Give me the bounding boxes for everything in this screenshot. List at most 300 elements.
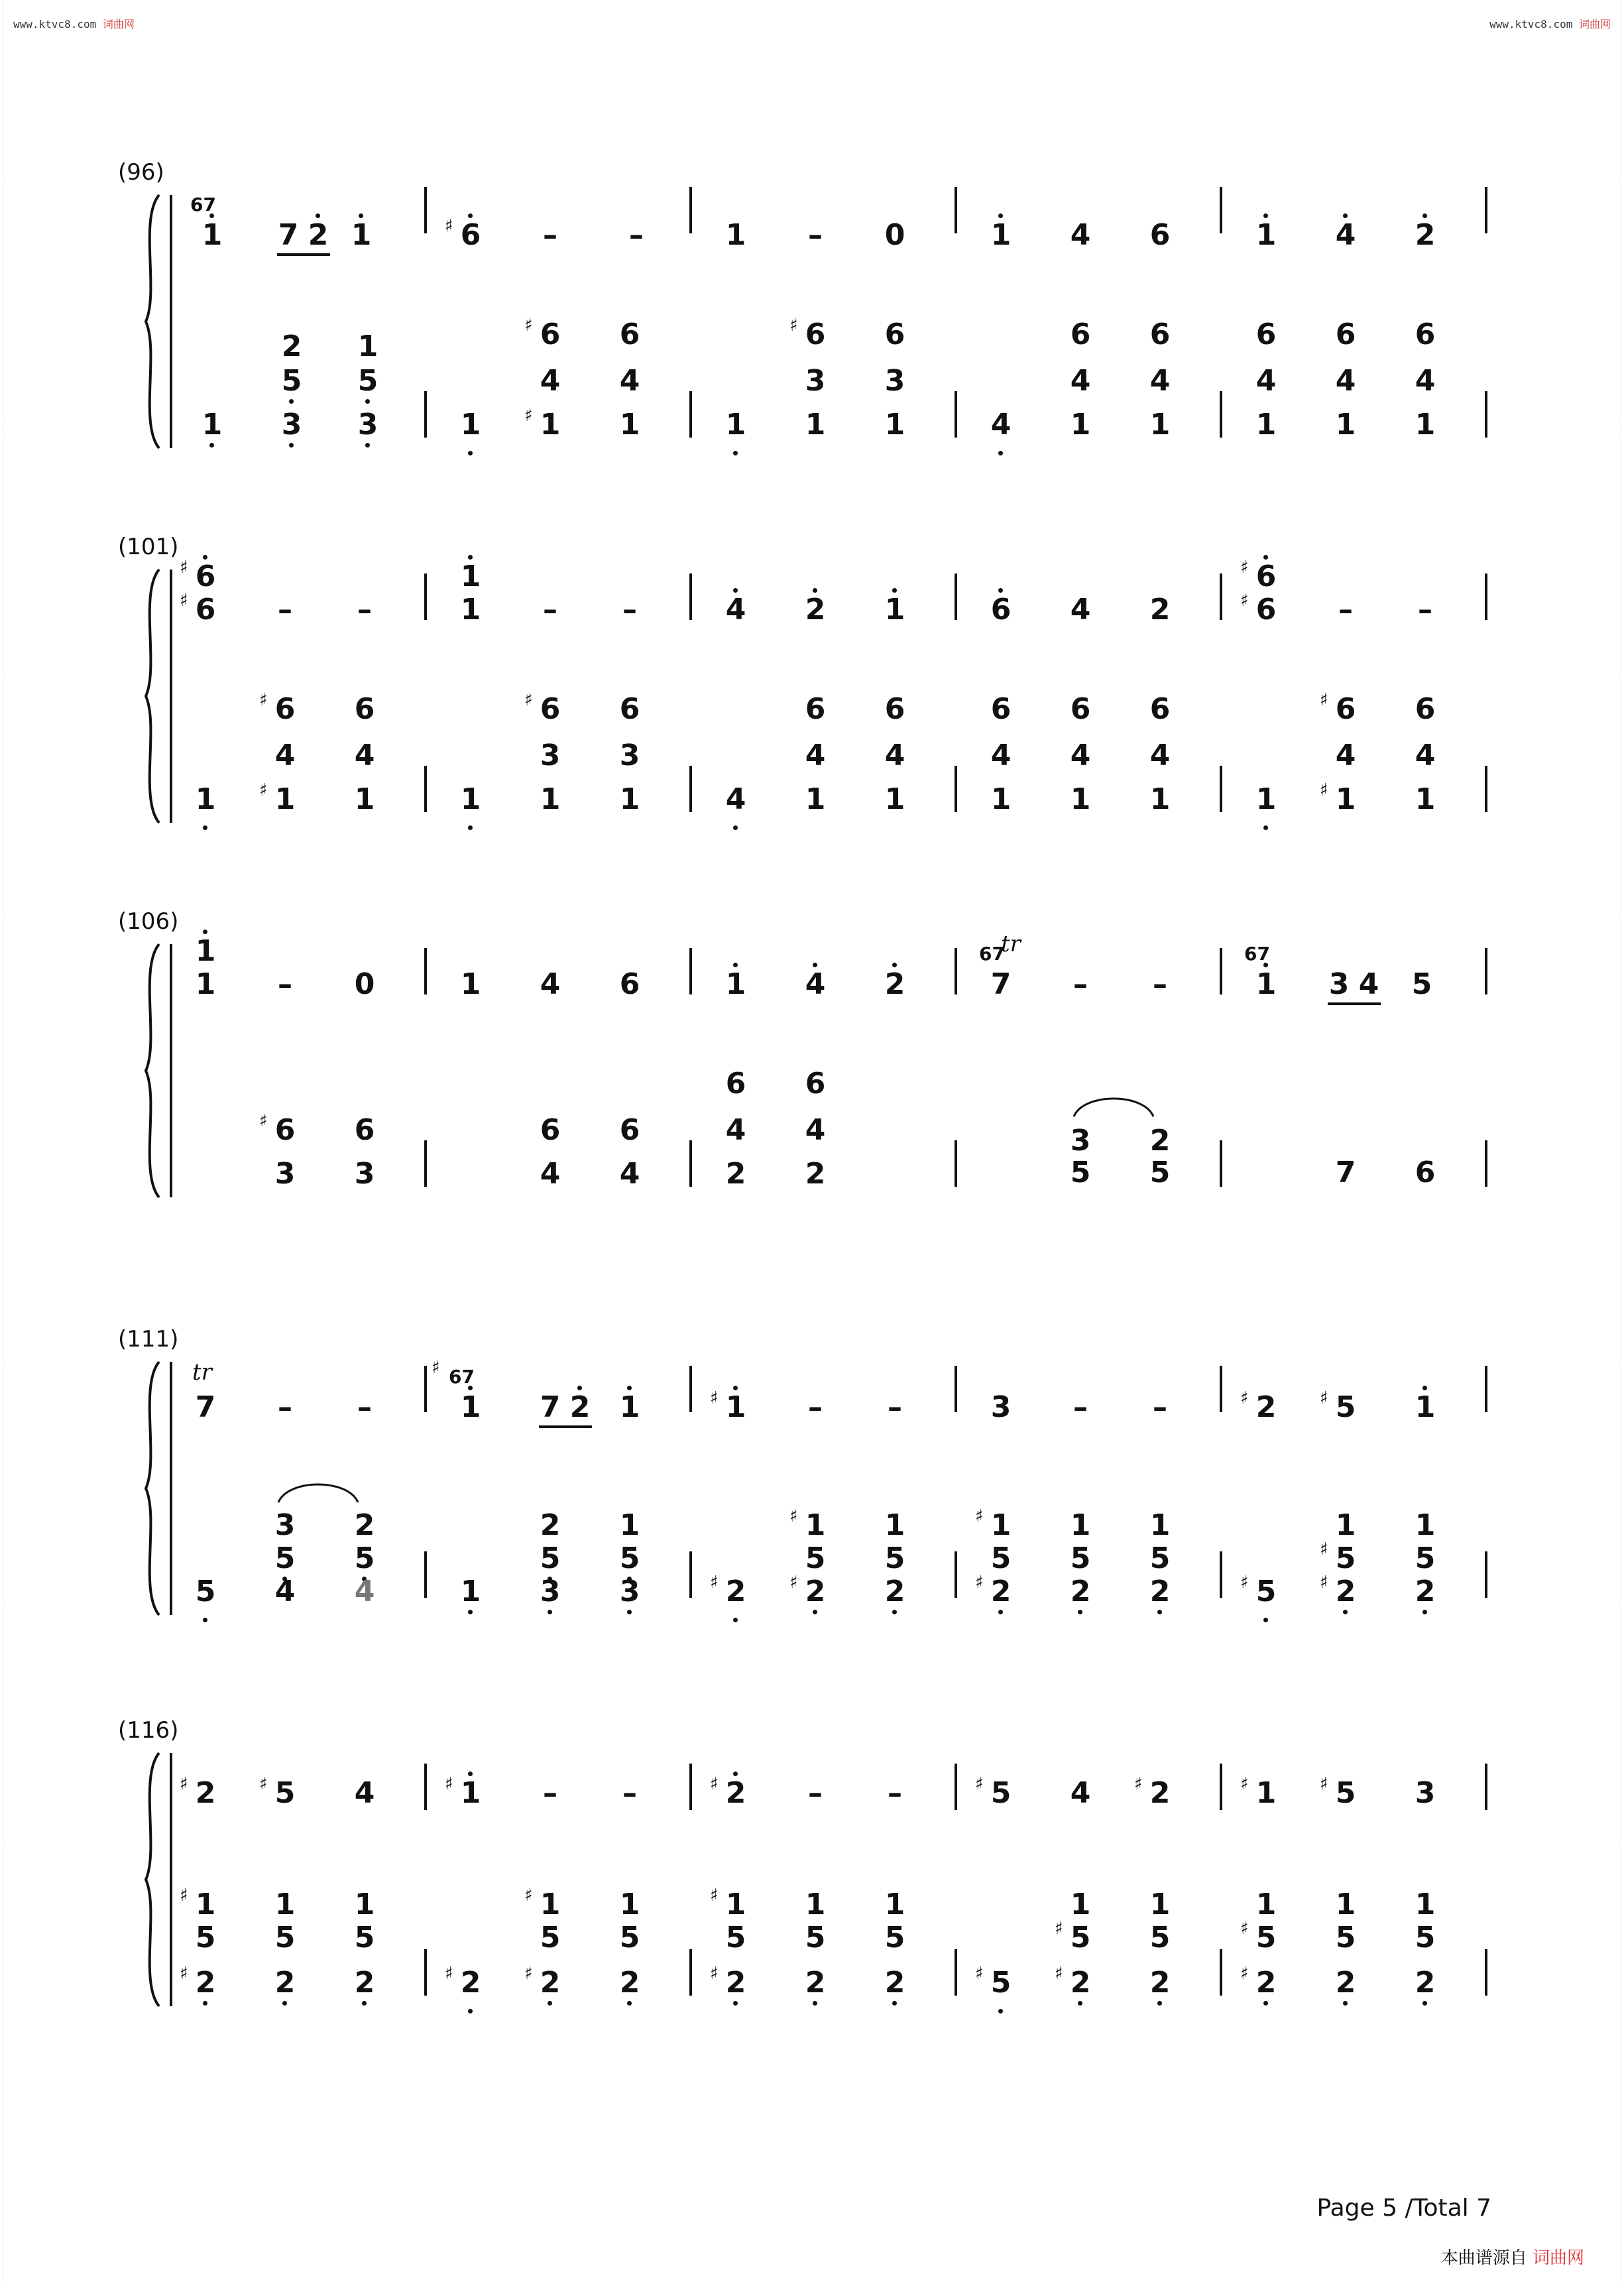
note: 2	[1409, 1966, 1442, 2000]
note: 3	[990, 1390, 1012, 1424]
note: 5	[1149, 1541, 1171, 1575]
note: 4	[984, 408, 1017, 442]
slur	[275, 1478, 361, 1505]
note: 4	[274, 739, 296, 772]
note: 6	[619, 967, 640, 1001]
system-2	[113, 534, 1511, 832]
note: 5 ♯	[1249, 1575, 1283, 1608]
note: 2 ♯	[454, 1966, 487, 2000]
note: 1 ♯	[719, 1391, 752, 1424]
note: 5	[534, 1542, 567, 1575]
note: 0	[354, 967, 375, 1001]
barline	[1220, 1366, 1222, 1412]
note: 2 ♯	[1240, 1388, 1277, 1424]
note: 1 ♯	[789, 1506, 826, 1542]
barline	[1485, 391, 1487, 438]
barline	[689, 391, 692, 438]
note: 3	[534, 1575, 567, 1608]
note: 2	[1143, 1575, 1177, 1608]
barline	[689, 1949, 692, 1996]
note: 3	[613, 1575, 646, 1608]
grand-staff-brace	[133, 192, 186, 451]
measure-number: (96)	[118, 159, 164, 186]
note: 1	[1415, 1888, 1436, 1921]
note: 5	[805, 1921, 826, 1954]
note: 3	[540, 739, 561, 772]
note: 6	[805, 692, 826, 726]
note: 5 ♯	[259, 1774, 296, 1810]
note: 4	[725, 1113, 746, 1147]
note: 3	[805, 364, 826, 398]
measure-number: (116)	[118, 1717, 179, 1744]
note: 2	[878, 1966, 911, 2000]
barline	[1220, 1551, 1222, 1598]
measure-number: (106)	[118, 908, 179, 935]
note: 2	[799, 593, 832, 627]
note: 5	[805, 1541, 826, 1575]
dash: –	[1073, 967, 1088, 1001]
note: 1	[619, 1888, 640, 1921]
barline	[424, 766, 427, 812]
note: 6 ♯	[1249, 560, 1283, 593]
dash: –	[543, 593, 557, 627]
note: 1	[719, 408, 752, 442]
note: 6	[1070, 692, 1091, 726]
note: 5	[619, 1921, 640, 1954]
barline	[955, 1366, 957, 1412]
note: 2	[878, 1575, 911, 1608]
slur	[1071, 1093, 1157, 1119]
barline	[1485, 1140, 1487, 1187]
watermark-strip-left	[3, 0, 10, 2284]
note: 1	[619, 1508, 640, 1542]
note: 1	[719, 968, 752, 1001]
barline	[955, 948, 957, 994]
note: 6 ♯	[1240, 591, 1277, 627]
beam	[1328, 1002, 1381, 1005]
note: 4	[799, 968, 832, 1001]
barline	[424, 391, 427, 438]
note: 6	[1149, 692, 1171, 726]
note: 1	[354, 782, 375, 816]
measure-number: (111)	[118, 1326, 179, 1352]
dash: –	[1338, 593, 1353, 627]
barline	[955, 187, 957, 233]
note: 1	[984, 219, 1017, 252]
barline	[1485, 573, 1487, 620]
note: 4	[1255, 364, 1277, 398]
note: 5	[884, 1921, 905, 1954]
note: 4	[719, 783, 752, 816]
note: 1	[613, 1391, 646, 1424]
note: 6 ♯	[454, 219, 487, 252]
note: 2	[1329, 1966, 1362, 2000]
note: 1	[805, 782, 826, 816]
note: 1 ♯	[524, 406, 561, 442]
header-right-site: 词曲网	[1578, 18, 1611, 30]
note: 4	[1358, 967, 1379, 1001]
dash: –	[543, 218, 557, 252]
note: 2	[1149, 593, 1171, 627]
dash: –	[888, 1390, 902, 1424]
note: 3	[1328, 967, 1350, 1001]
barline	[1220, 1764, 1222, 1810]
note: 4	[1335, 739, 1356, 772]
note: 1	[540, 782, 561, 816]
note: 4	[1335, 364, 1356, 398]
grace-notes: 67	[449, 1366, 475, 1388]
note: 6 ♯	[259, 690, 296, 726]
note: 5	[613, 1542, 646, 1575]
note: 2 ♯	[180, 1774, 216, 1810]
dash: –	[1073, 1390, 1088, 1424]
note: 6	[354, 692, 375, 726]
note: 6	[1415, 692, 1436, 726]
note: 2	[268, 1966, 302, 2000]
grace-notes: 67	[1244, 943, 1270, 965]
barline	[1485, 1764, 1487, 1810]
note: 5 ♯	[984, 1966, 1017, 2000]
note: 5 ♯	[1320, 1539, 1356, 1575]
note: 1	[884, 1888, 905, 1921]
dash: –	[357, 1390, 372, 1424]
dash: –	[622, 593, 637, 627]
note: 1	[805, 408, 826, 442]
note: 1	[1249, 219, 1283, 252]
note: 3	[274, 1157, 296, 1191]
note: 1	[1415, 782, 1436, 816]
dash: –	[808, 1390, 823, 1424]
note: 1	[354, 1888, 375, 1921]
note: 5	[884, 1541, 905, 1575]
note: 1	[345, 219, 378, 252]
note: 1 67 ♯	[432, 1358, 481, 1424]
note: 5	[1149, 1921, 1171, 1954]
note: 1	[1149, 408, 1171, 442]
note: 6	[1149, 218, 1171, 252]
note: 6	[1149, 318, 1171, 351]
note: 1	[1070, 782, 1091, 816]
note: 2	[1409, 1575, 1442, 1608]
barline	[424, 1551, 427, 1598]
system-4	[113, 1326, 1511, 1624]
note: 1	[1335, 408, 1356, 442]
note: 1	[1070, 408, 1091, 442]
note: 5	[1411, 967, 1432, 1001]
note: 5	[990, 1541, 1012, 1575]
note: 5	[725, 1921, 746, 1954]
system-5	[113, 1717, 1511, 2015]
note: 1 ♯	[975, 1506, 1012, 1542]
note: 4	[540, 1157, 561, 1191]
note: 7	[278, 218, 299, 252]
note: 1 ♯	[1240, 1774, 1277, 1810]
source-site: 词曲网	[1532, 2248, 1584, 2268]
dash: –	[808, 218, 823, 252]
note: 5	[1415, 1921, 1436, 1954]
note: 4	[805, 1113, 826, 1147]
note: 4	[1329, 219, 1362, 252]
dash: –	[1418, 593, 1432, 627]
note: 2	[1409, 219, 1442, 252]
note: 1	[189, 935, 222, 968]
note: 2 ♯	[719, 1777, 752, 1810]
note: 3	[1070, 1124, 1091, 1158]
barline	[1485, 1366, 1487, 1412]
note: 1	[884, 408, 905, 442]
header-right-url: www.ktvc8.com	[1489, 18, 1573, 30]
barline	[955, 1551, 957, 1598]
note: 4	[354, 739, 375, 772]
barline	[424, 948, 427, 994]
note: 2	[302, 219, 335, 252]
header-left-url: www.ktvc8.com	[13, 18, 97, 30]
dash: –	[808, 1776, 823, 1810]
note: 4	[1070, 1776, 1091, 1810]
note: 6	[540, 1113, 561, 1147]
note: 2 ♯	[534, 1966, 567, 2000]
note: 3	[884, 364, 905, 398]
note: 1	[878, 593, 911, 627]
note: 1	[274, 1888, 296, 1921]
note: 6	[1070, 318, 1091, 351]
note: 6	[1335, 318, 1356, 351]
note: 1 67	[196, 219, 229, 252]
dash: –	[629, 218, 644, 252]
note: 2	[1064, 1575, 1097, 1608]
note: 3	[354, 1157, 375, 1191]
note: 5 ♯	[1320, 1774, 1356, 1810]
note: 6 ♯	[789, 316, 826, 351]
barline	[424, 1140, 427, 1187]
header-right	[1489, 16, 1611, 31]
note: 2 ♯	[799, 1575, 832, 1608]
note: 1 ♯	[524, 1886, 561, 1921]
note: 6	[354, 1113, 375, 1147]
note: 1	[1255, 1888, 1277, 1921]
system-3	[113, 908, 1511, 1207]
note: 4	[1415, 364, 1436, 398]
dash: –	[543, 1776, 557, 1810]
note: 6	[984, 593, 1017, 627]
note: 2 ♯	[719, 1575, 752, 1608]
note: 2	[799, 1966, 832, 2000]
note: 6	[619, 692, 640, 726]
note: 4	[354, 1776, 375, 1810]
note: 4	[884, 739, 905, 772]
note: 6 ♯	[524, 316, 561, 351]
note: 2 ♯	[1249, 1966, 1283, 2000]
barline	[1220, 948, 1222, 994]
note: 1	[1149, 1508, 1171, 1542]
barline	[1485, 766, 1487, 812]
note: 5 ♯	[1240, 1919, 1277, 1954]
note: 5	[268, 1542, 302, 1575]
grace-notes: 67	[979, 943, 1005, 965]
note: 6 ♯	[189, 560, 222, 593]
note: 4	[1070, 364, 1091, 398]
note: 6 ♯	[1320, 690, 1356, 726]
note: 6 ♯	[259, 1111, 296, 1147]
note: 5	[354, 1921, 375, 1954]
barline	[955, 1140, 957, 1187]
note: 1	[1070, 1888, 1091, 1921]
note: 5 ♯	[975, 1774, 1012, 1810]
note: 1	[725, 218, 746, 252]
grand-staff-brace	[133, 1359, 186, 1618]
barline	[689, 948, 692, 994]
note: 5	[540, 1921, 561, 1954]
note: 1	[1409, 1391, 1442, 1424]
note: 1	[884, 782, 905, 816]
note: 1 ♯	[710, 1886, 746, 1921]
note: 1	[357, 330, 378, 363]
barline	[955, 1949, 957, 1996]
note: 1	[460, 967, 481, 1001]
barline	[689, 1764, 692, 1810]
note: 3	[619, 739, 640, 772]
note: 2 ♯	[1134, 1774, 1171, 1810]
header-left	[13, 16, 135, 31]
note: 2	[1143, 1966, 1177, 2000]
barline	[689, 766, 692, 812]
note: 7	[540, 1390, 561, 1424]
note: 2	[563, 1391, 597, 1424]
note: 1	[1149, 782, 1171, 816]
note: 1	[1415, 408, 1436, 442]
dash: –	[357, 593, 372, 627]
barline	[1220, 573, 1222, 620]
note: 4	[1070, 593, 1091, 627]
barline	[955, 391, 957, 438]
barline	[955, 1764, 957, 1810]
note: 4	[1149, 364, 1171, 398]
note: 1	[454, 783, 487, 816]
note: 2	[354, 1508, 375, 1542]
trill-mark: tr	[1001, 931, 1021, 957]
note: 4	[1070, 218, 1091, 252]
barline	[1485, 1949, 1487, 1996]
note: 2	[348, 1966, 381, 2000]
note: 1 ♯	[454, 1777, 487, 1810]
note: 2 ♯	[719, 1966, 752, 2000]
note: 2	[1149, 1124, 1171, 1158]
note: 2	[878, 968, 911, 1001]
note: 2	[540, 1508, 561, 1542]
note: 5 ♯	[1055, 1919, 1091, 1954]
header-left-site: 词曲网	[102, 18, 135, 30]
barline	[1220, 187, 1222, 233]
barline	[1220, 766, 1222, 812]
grace-notes: 67	[190, 194, 216, 215]
barline	[1220, 391, 1222, 438]
dash: –	[1153, 967, 1167, 1001]
note: 6	[990, 692, 1012, 726]
note: 6	[805, 1067, 826, 1101]
dash: –	[278, 1390, 292, 1424]
barline	[424, 573, 427, 620]
note: 1	[884, 1508, 905, 1542]
note: 1	[196, 408, 229, 442]
note: 1	[1149, 1888, 1171, 1921]
barline	[689, 1366, 692, 1412]
note: 4	[619, 1157, 640, 1191]
note: 5	[348, 1542, 381, 1575]
source-prefix: 本曲谱源自	[1440, 2248, 1527, 2268]
note: 0	[884, 218, 905, 252]
note: 4	[540, 967, 561, 1001]
barline	[1220, 1140, 1222, 1187]
note: 4	[719, 593, 752, 627]
page-indicator: Page 5 /Total 7	[1316, 2194, 1491, 2222]
note: 3	[275, 408, 308, 442]
dash: –	[278, 967, 292, 1001]
note: 1	[1335, 1888, 1356, 1921]
note: 4	[1070, 739, 1091, 772]
note: 6	[884, 318, 905, 351]
note: 4	[1149, 739, 1171, 772]
note: 6	[1255, 318, 1277, 351]
note: 1	[454, 560, 487, 593]
note: 7	[195, 1390, 216, 1424]
note: 2	[725, 1157, 746, 1191]
note: 2 ♯	[189, 1966, 222, 2000]
beam	[539, 1425, 592, 1428]
note: 2 ♯	[1329, 1575, 1362, 1608]
note: 5	[1149, 1156, 1171, 1189]
note: 5	[1335, 1921, 1356, 1954]
note: 1	[805, 1888, 826, 1921]
note: 1	[990, 782, 1012, 816]
barline	[689, 187, 692, 233]
note: 1 ♯	[259, 780, 296, 816]
note: 1	[454, 408, 487, 442]
note: 6 ♯	[180, 591, 216, 627]
grand-staff-brace	[133, 941, 186, 1200]
note: 5	[275, 365, 308, 398]
barline	[955, 766, 957, 812]
source-credit	[1441, 2244, 1584, 2269]
barline	[689, 573, 692, 620]
barline	[1220, 1949, 1222, 1996]
dash: –	[1153, 1390, 1167, 1424]
trill-mark: tr	[192, 1359, 212, 1386]
note: 6	[884, 692, 905, 726]
note: 6	[619, 318, 640, 351]
note: 4	[274, 1575, 296, 1608]
note: 1	[619, 408, 640, 442]
barline	[424, 1366, 427, 1412]
note: 3	[274, 1508, 296, 1542]
note: 6	[725, 1067, 746, 1101]
note: 2	[805, 1157, 826, 1191]
note: 5	[1415, 1541, 1436, 1575]
beam	[277, 253, 330, 256]
barline	[424, 1764, 427, 1810]
note: 4	[354, 1575, 375, 1608]
note: 2	[281, 330, 302, 363]
grand-staff-brace	[133, 1750, 186, 2009]
note: 5	[195, 1921, 216, 1954]
note: 1 ♯	[1320, 780, 1356, 816]
note: 1	[1255, 408, 1277, 442]
note: 3	[351, 408, 384, 442]
note: 4	[990, 739, 1012, 772]
note: 1	[1249, 783, 1283, 816]
dash: –	[278, 593, 292, 627]
note: 4	[805, 739, 826, 772]
barline	[689, 1140, 692, 1187]
